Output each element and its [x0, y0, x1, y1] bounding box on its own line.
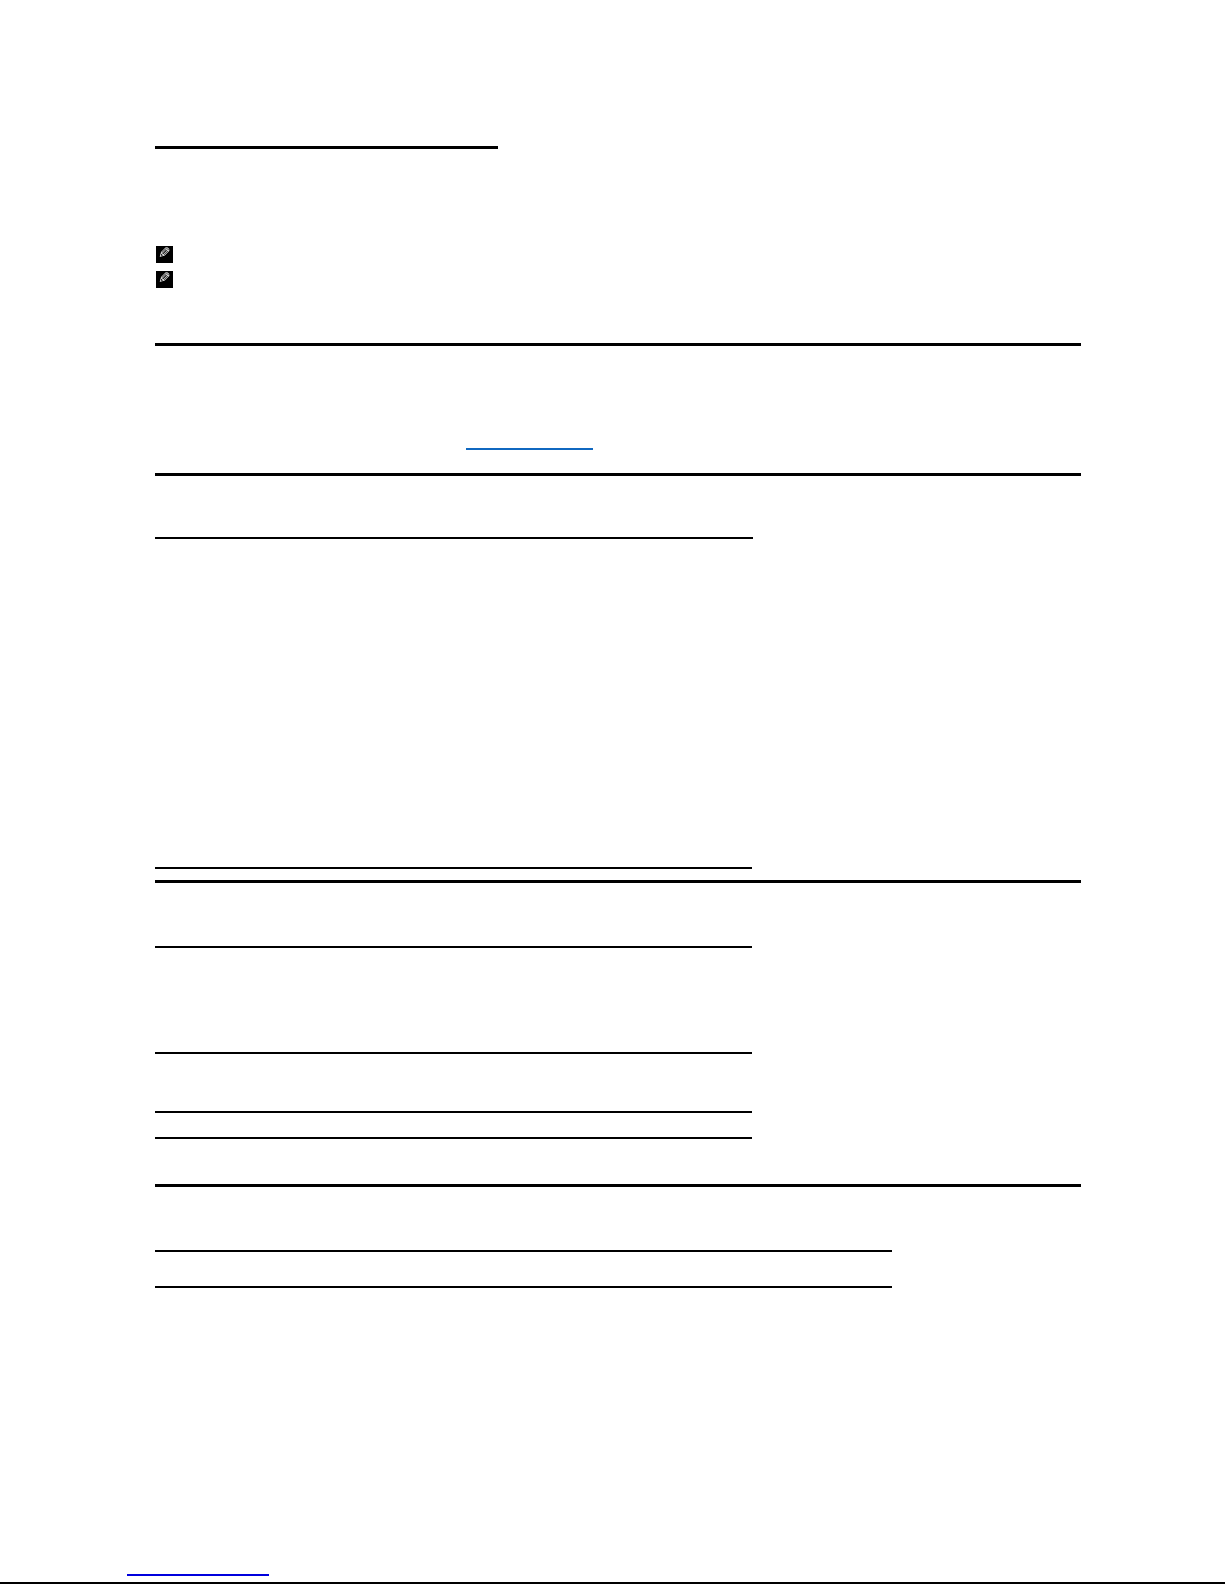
- back-to-contents-link[interactable]: [127, 1574, 269, 1576]
- pencil-glyph: ✎: [158, 271, 171, 287]
- pencil-glyph: ✎: [158, 246, 171, 262]
- inline-link[interactable]: [466, 448, 593, 450]
